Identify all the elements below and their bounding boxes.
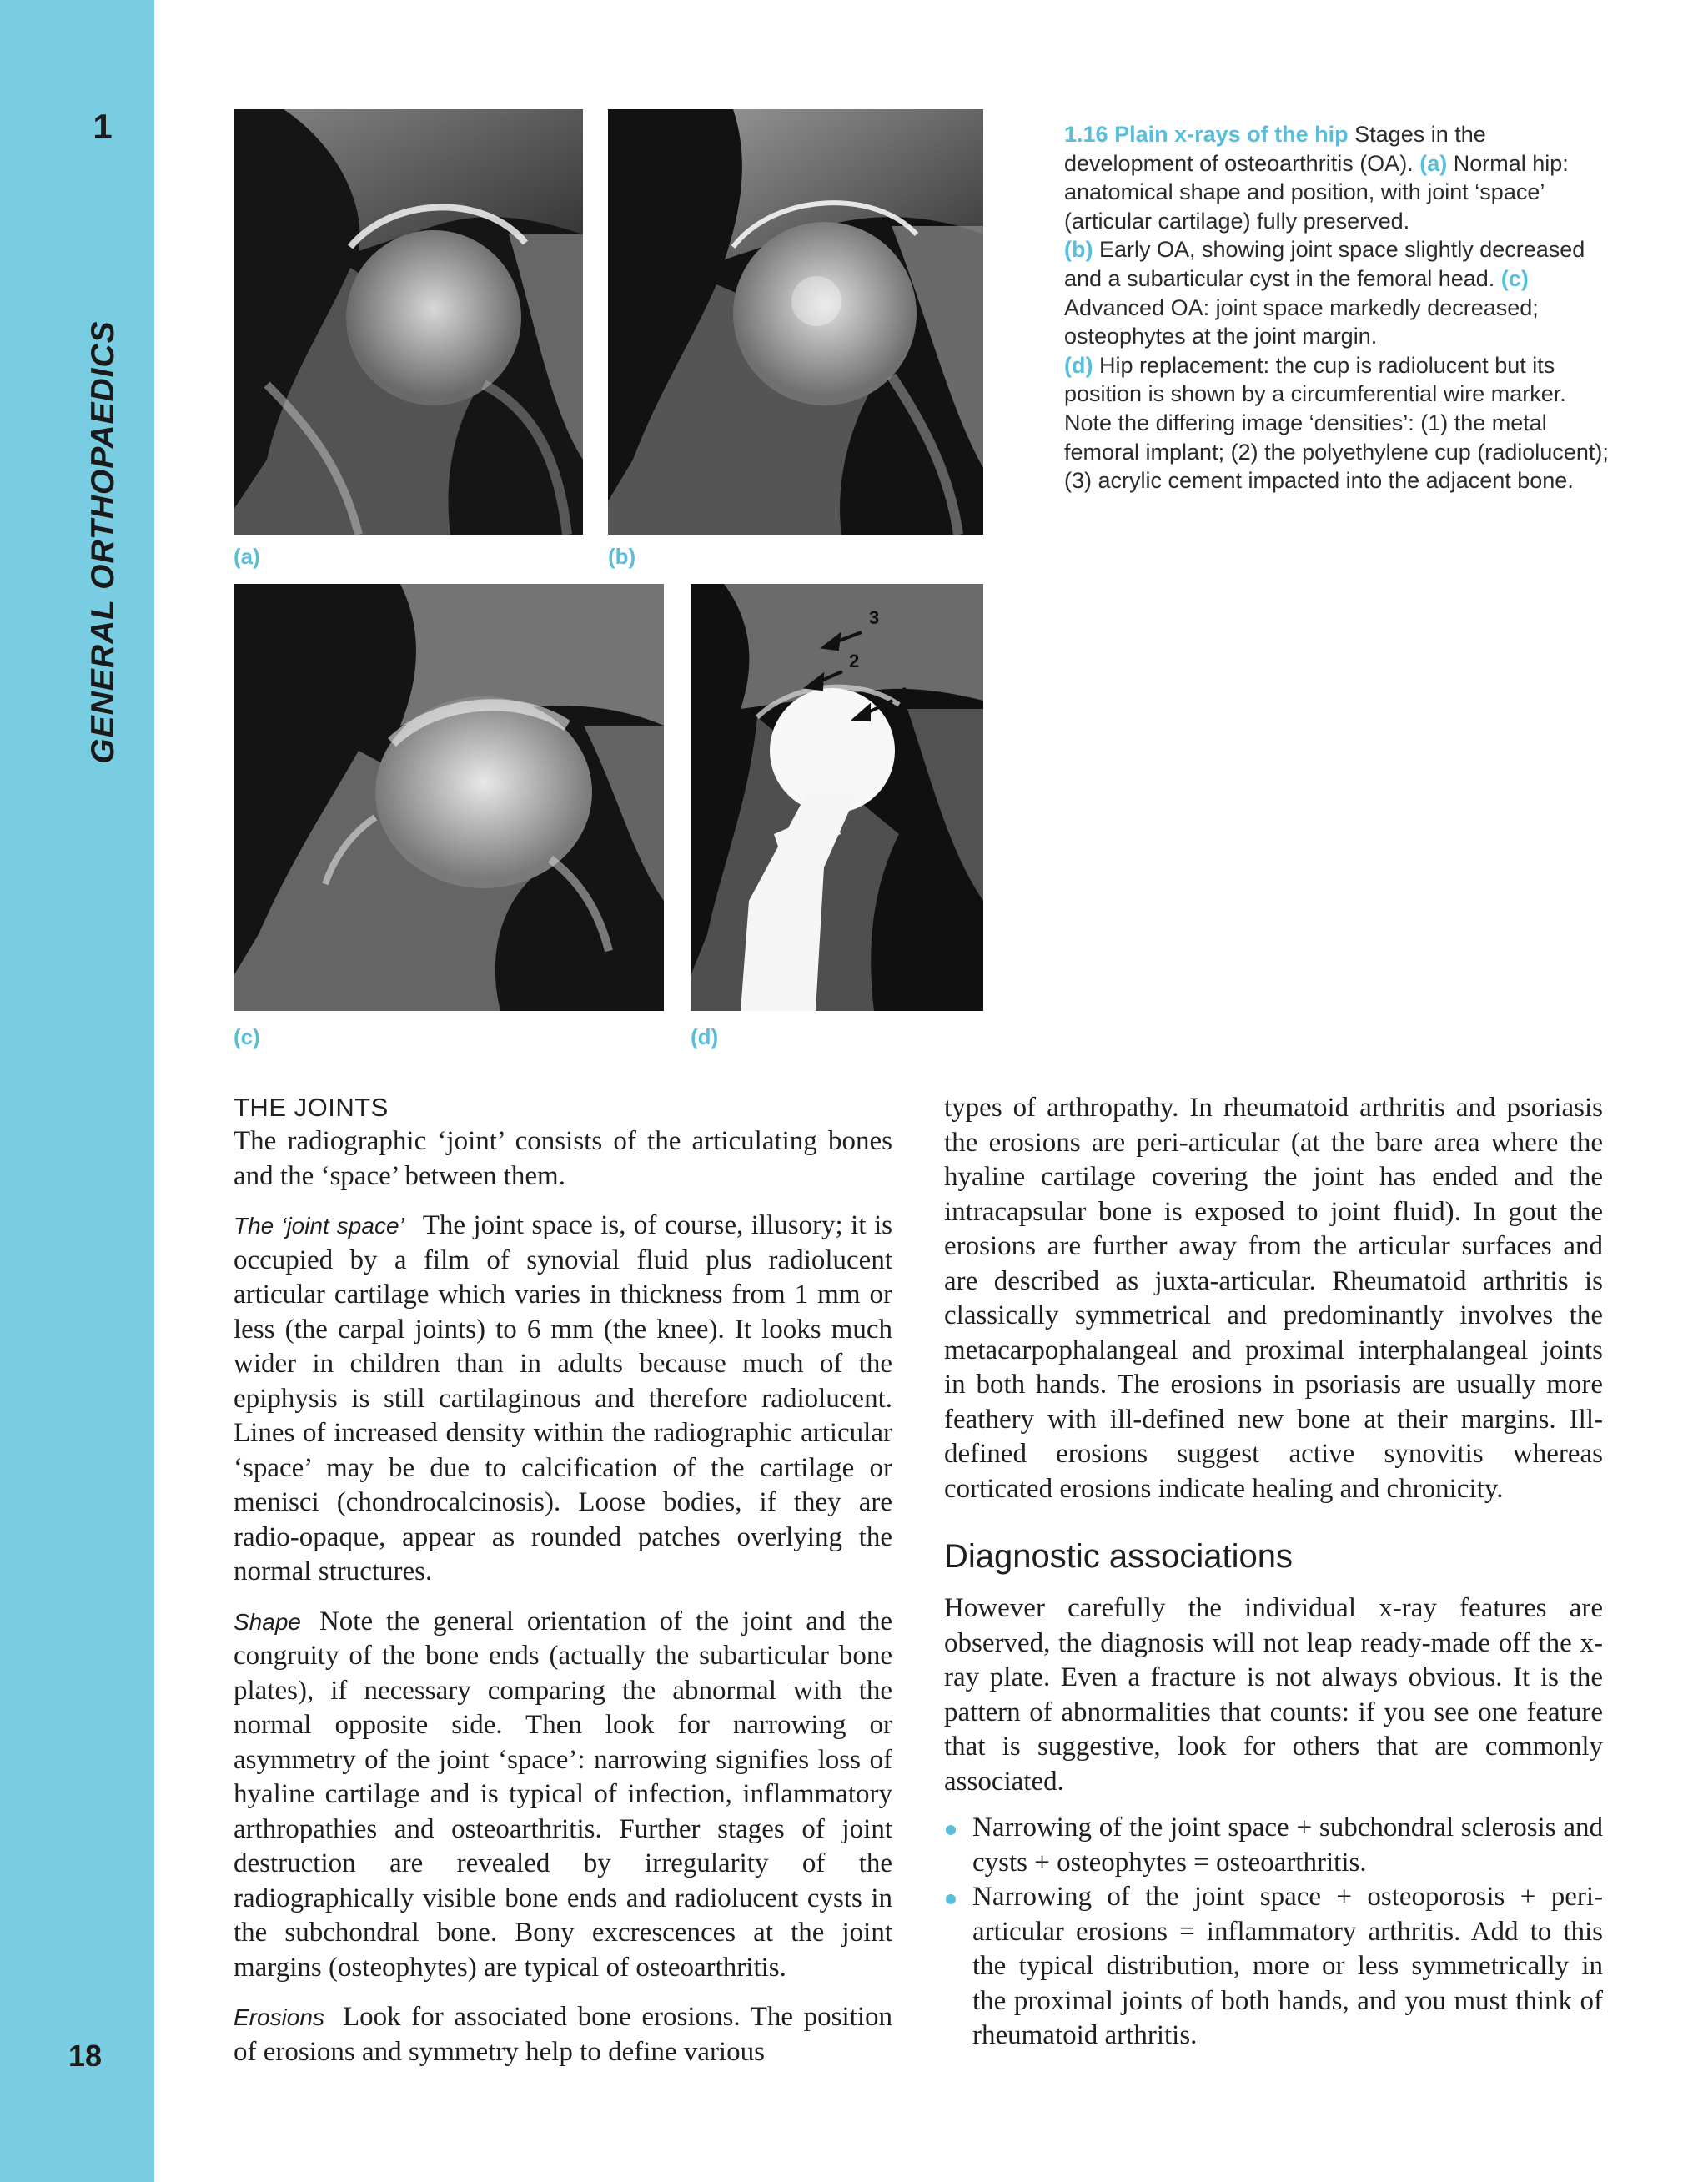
chapter-sidebar xyxy=(0,0,154,2182)
panel-label-a: (a) xyxy=(234,544,260,569)
text-column-left xyxy=(234,1091,892,2069)
caption-title: Plain x-rays of the hip xyxy=(1114,122,1349,147)
joint-space-paragraph xyxy=(234,1209,892,1590)
text-column-right xyxy=(944,1091,1603,2054)
implant-markers xyxy=(691,584,983,1011)
shape-label: Shape xyxy=(234,1608,301,1635)
diagnostic-associations-paragraph: However carefully the individual x-ray features are observed, the diagnosis will not leap ready-made off the x-ray plate. Even a fracture is not always obvious. It is the pattern of abnormalities that counts: if you see one feature that is suggestive, look for others that are commonly associated. xyxy=(944,1593,1603,1797)
caption-text-a: Normal hip: anatomical shape and position, with joint ‘space’ (articular cartilage) fully preserved. xyxy=(1064,150,1569,234)
chapter-number: 1 xyxy=(93,107,113,146)
joint-space-text: The joint space is, of course, illusory; it is occupied by a film of synovial fluid plus radiolucent articular cartilage which varies in thickness from 1 mm or less (the carpal joints) to 6 mm (the knee). It looks much wider in children than in adults because much of the epiphysis is still cartilaginous and therefore radiolucent. Lines of increased density within the radiographic articular ‘space’ may be due to calcification of the cartilage or menisci (chondrocalcinosis). Loose bodies, if they are radio-opaque, appear as rounded patches overlying the normal structures. xyxy=(234,1210,892,1586)
panel-label-d: (d) xyxy=(691,1024,719,1049)
caption-label-d: (d) xyxy=(1064,352,1093,378)
shape-paragraph xyxy=(234,1605,892,1986)
xray-panel-a xyxy=(234,109,583,535)
erosions-text-left: Look for associated bone erosions. The position of erosions and symmetry help to define various xyxy=(234,2002,892,2067)
shape-text: Note the general orientation of the joint and the congruity of the bone ends (actually the subarticular bone plates), if necessary comparing the abnormal with the normal opposite side. Then look for narrowing or asymmetry of the joint ‘space’: narrowing signifies loss of hyaline cartilage and is typical of infection, inflammatory arthropathies and osteoarthritis. Further stages of joint destruction are revealed by irregularity of the radiographically visible bone ends and radiolucent cysts in the subchondral bone. Bony excrescences at the joint margins (osteophytes) are typical of osteoarthritis. xyxy=(234,1606,892,1983)
figure-caption xyxy=(1064,120,1615,495)
marker-label-2: 2 xyxy=(849,651,860,671)
erosions-label: Erosions xyxy=(234,2004,324,2030)
diagnostic-associations-heading: Diagnostic associations xyxy=(944,1538,1293,1575)
bullet-dot-icon xyxy=(946,1825,956,1835)
caption-label-a: (a) xyxy=(1419,150,1448,176)
caption-intro: Stages in the development of osteoarthritis (OA). xyxy=(1064,122,1486,176)
section-heading: THE JOINTS xyxy=(234,1093,389,1122)
caption-text-b: Early OA, showing joint space slightly decreased and a subarticular cyst in the femoral head. xyxy=(1064,237,1585,291)
bullet-item xyxy=(944,1811,1603,1880)
caption-label-c: (c) xyxy=(1500,265,1529,291)
caption-number: 1.16 xyxy=(1064,122,1108,147)
xray-panel-d xyxy=(691,584,983,1011)
xray-b-image xyxy=(608,109,983,535)
joint-space-label: The ‘joint space’ xyxy=(234,1213,404,1239)
bullet-text: Narrowing of the joint space + subchondral sclerosis and cysts + osteophytes = osteoarthritis. xyxy=(972,1812,1603,1878)
diagnostic-bullets xyxy=(944,1811,1603,2054)
caption-label-b: (b) xyxy=(1064,237,1093,263)
caption-text-d: Hip replacement: the cup is radiolucent but its position is shown by a circumferential wire marker. Note the differing image ‘densities’: (1) the metal femoral implant; (2) the polyethylene cup (radiolucent); (3) acrylic cement impacted into the adjacent bone. xyxy=(1064,352,1609,494)
caption-text-c: Advanced OA: joint space markedly decreased; osteophytes at the joint margin. xyxy=(1064,294,1539,349)
marker-label-1: 1 xyxy=(899,684,910,705)
xray-panel-c xyxy=(234,584,664,1011)
page-number: 18 xyxy=(68,2039,103,2073)
panel-label-b: (b) xyxy=(608,544,636,569)
xray-c-image xyxy=(234,584,664,1011)
intro-paragraph: The radiographic ‘joint’ consists of the articulating bones and the ‘space’ between them. xyxy=(234,1126,892,1191)
bullet-dot-icon xyxy=(946,1894,956,1904)
erosions-continued-paragraph: types of arthropathy. In rheumatoid arthritis and psoriasis the erosions are peri-articular (at the bare area where the hyaline cartilage covering the joint has ended and the intracapsular bone is exposed to joint fluid). In gout the erosions are further away from the articular surfaces and are described as juxta-articular. Rheumatoid arthritis is classically symmetrical and predominantly involves the metacarpophalangeal and proximal interphalangeal joints in both hands. The erosions in psoriasis are usually more feathery with ill-defined new bone at their margins. Ill-defined erosions suggest active synovitis whereas corticated erosions indicate healing and chronicity. xyxy=(944,1093,1603,1504)
chapter-title: GENERAL ORTHOPAEDICS xyxy=(85,320,121,764)
panel-label-c: (c) xyxy=(234,1024,260,1049)
bullet-item xyxy=(944,1880,1603,2054)
erosions-paragraph xyxy=(234,2000,892,2069)
bullet-text: Narrowing of the joint space + osteoporosis + peri-articular erosions = inflammatory arthritis. Add to this the typical distribution, more or less symmetrically in the proximal joints of both hands, and you must think of rheumatoid arthritis. xyxy=(972,1882,1603,2050)
xray-panel-b xyxy=(608,109,983,535)
marker-label-3: 3 xyxy=(869,607,880,628)
xray-a-image xyxy=(234,109,583,535)
